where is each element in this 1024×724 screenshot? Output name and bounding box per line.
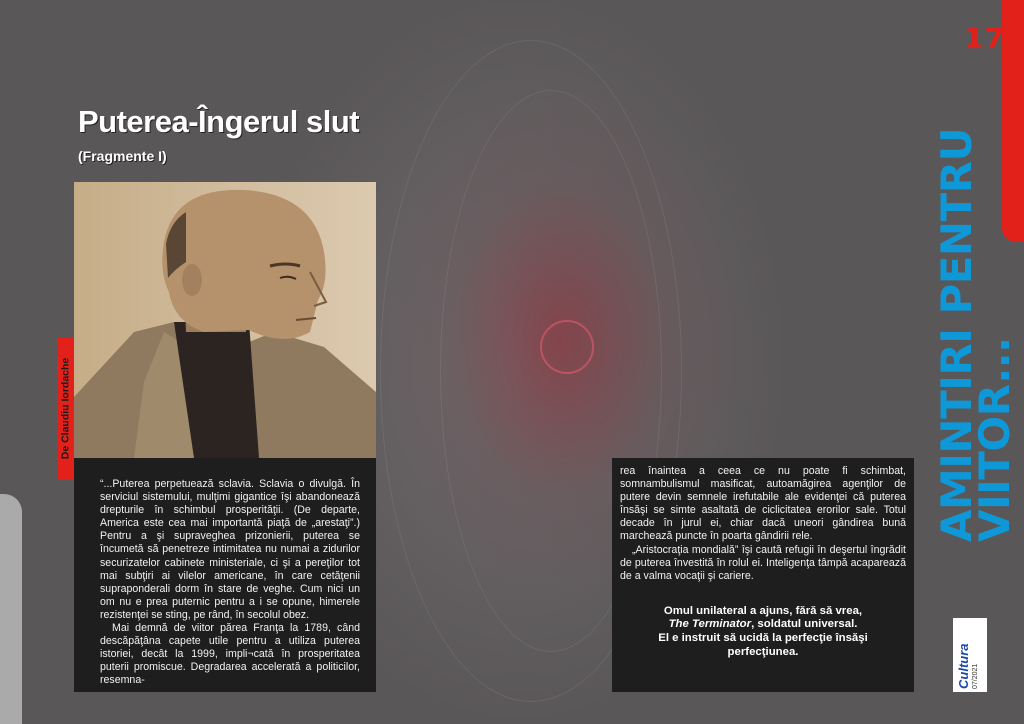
pull-quote (620, 605, 906, 659)
magazine-logo (953, 618, 987, 692)
magazine-logo-text (957, 617, 983, 689)
author-photo (74, 182, 376, 458)
pull-quote-title: The Terminator (668, 618, 752, 631)
pull-quote-line (622, 618, 904, 632)
page-number: 17 (964, 22, 1005, 55)
section-title (932, 127, 1019, 542)
page-corner-tab (1002, 0, 1024, 242)
article-title: Puterea-Îngerul slut (78, 104, 360, 139)
section-title-line1: AMINTIRI PENTRU (932, 127, 981, 542)
background-glow (540, 320, 594, 374)
magazine-name: Cultura (956, 643, 971, 689)
article-subtitle: (Fragmente I) (78, 148, 167, 164)
paragraph: rea înaintea a ceea ce nu poate fi schimbat, somnambulismul masificat, autoamăgirea agenţilor de putere devin semnele irefutabile ale evidenţei că puterea însăşi se simte asaltată de ciclicitatea erorilor sale. Totul decade în jurul ei, chiar dacă uneori gândirea bună marchează puncte în poarta gândirii rele. (620, 465, 906, 543)
paragraph: Mai demnă de viitor părea Franţa la 1789, când descăpăţâna capete utile pentru a utiliza puterea istoriei, decât la 1999, impli¬cată în prosperitatea puterii promiscue. Degradarea accelerată a politicilor, resemna- (100, 622, 360, 687)
portrait-illustration (74, 182, 376, 458)
paragraph: “...Puterea perpetuează sclavia. Sclavia o divulgă. În serviciul sistemului, mulţimi gigantice îşi abandonează drepturile în schimbul prosperităţii. (De departe, America este cea mai importantă piaţă de „arestaţi”.) Pentru a şi supraveghea prizonierii, puterea se încumetă să penetreze intimitatea nu numai a zidurilor securizatelor cabinete ministeriale, ci şi a pereţilor tot mai subţiri ai vilelor americane, în care cetăţenii supraponderali dorm în stare de veghe. Cum nici un om nu e prea puternic pentru a i se opune, himerele rezistenţei se sting, pe rând, în secolul obez. (100, 478, 360, 621)
author-byline: De Claudiu Iordache (59, 357, 72, 460)
page-edge-shape (0, 494, 22, 724)
section-title-line2: VIITOR... (970, 337, 1019, 542)
pull-quote-rest: , soldatul universal. (751, 618, 858, 631)
pull-quote-line: Omul unilateral a ajuns, fără să vrea, (663, 604, 863, 617)
magazine-issue: 07/2021 (972, 663, 979, 689)
author-byline-bar (57, 338, 74, 480)
paragraph: „Aristocraţia mondială” îşi caută refugii în deşertul îngrădit de puterea învestită în rolul ei. Inteligenţa tâmpă acaparează de a valma vocaţii şi cariere. (620, 543, 906, 582)
pull-quote-line: El e instruit să ucidă la perfecţie însăşi perfecţiunea. (658, 632, 868, 658)
article-body-left (74, 458, 376, 692)
article-body-right (612, 458, 914, 692)
